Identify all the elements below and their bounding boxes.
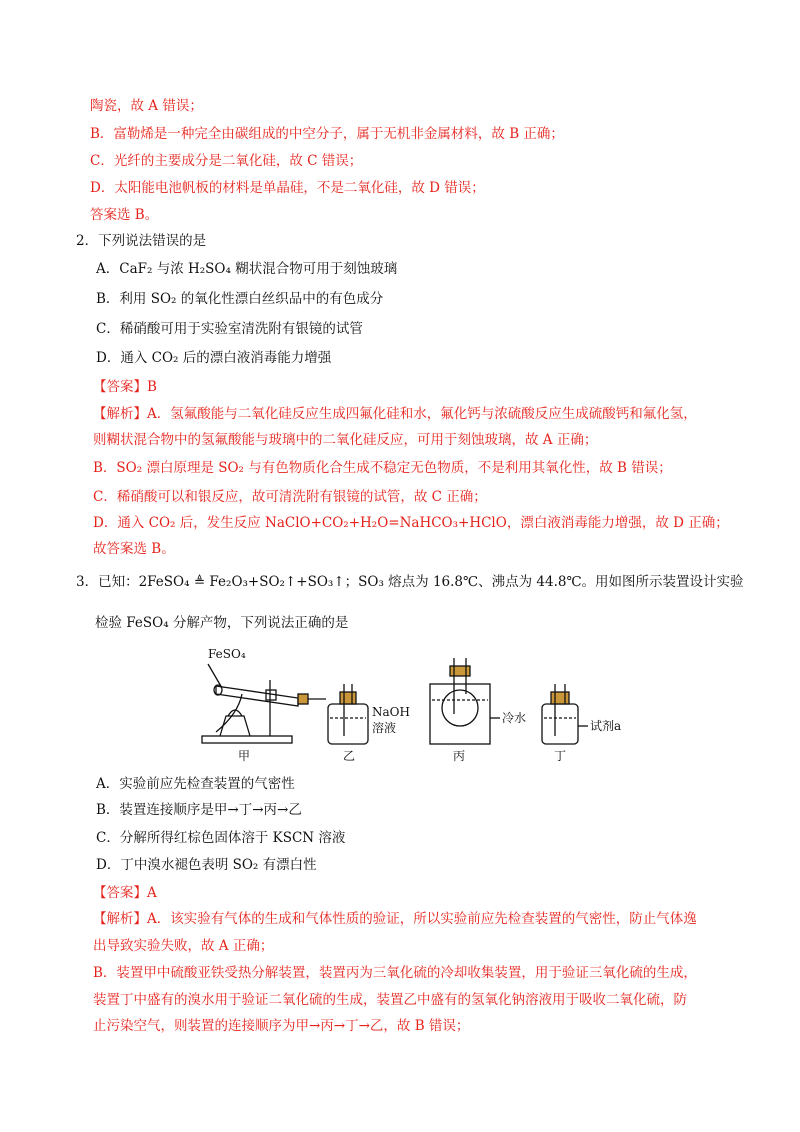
apparatus-diagram xyxy=(198,644,638,762)
label-cold-water: 冷水 xyxy=(502,711,527,725)
explanation-line: B．装置甲中硫酸亚铁受热分解装置，装置丙为三氧化硫的冷却收集装置，用于验证三氧化硫的生成， xyxy=(93,965,697,981)
question-stem: 2．下列说法错误的是 xyxy=(76,233,207,249)
option-c: C．分解所得红棕色固体溶于 KSCN 溶液 xyxy=(96,830,346,846)
answer: 【答案】B xyxy=(93,379,157,395)
text-line: D．太阳能电池帆板的材料是单晶硅，不是二氧化硅，故 D 错误； xyxy=(90,180,485,196)
label-reagent-a: 试剂a xyxy=(590,719,622,733)
question-stem: 3．已知：2FeSO₄ ≜ Fe₂O₃+SO₂↑+SO₃↑；SO₃ 熔点为 16.8℃、沸点为 44.8℃。用如图所示装置设计实验 xyxy=(76,574,744,590)
option-b: B．利用 SO₂ 的氧化性漂白丝织品中的有色成分 xyxy=(96,291,384,307)
label-ding: 丁 xyxy=(554,749,567,762)
option-c: C．稀硝酸可用于实验室清洗附有银镜的试管 xyxy=(96,321,363,337)
option-d: D．通入 CO₂ 后的漂白液消毒能力增强 xyxy=(96,350,332,366)
option-a: A．CaF₂ 与浓 H₂SO₄ 糊状混合物可用于刻蚀玻璃 xyxy=(96,261,398,277)
answer: 【答案】A xyxy=(93,885,157,901)
label-bing: 丙 xyxy=(453,749,466,762)
text-line: C．光纤的主要成分是二氧化硅，故 C 错误； xyxy=(90,153,363,169)
text-line: 陶瓷，故 A 错误； xyxy=(90,98,203,114)
explanation-line: 止污染空气，则装置的连接顺序为甲→丙→丁→乙，故 B 错误； xyxy=(93,1018,470,1034)
text-line: 答案选 B。 xyxy=(90,207,159,223)
explanation-line: 故答案选 B。 xyxy=(93,541,175,557)
explanation-line: 【解析】A．氢氟酸能与二氧化硅反应生成四氟化硅和水，氟化钙与浓硫酸反应生成硫酸钙和氟化氢， xyxy=(93,406,697,422)
option-d: D．丁中溴水褪色表明 SO₂ 有漂白性 xyxy=(96,857,317,873)
explanation-line: B．SO₂ 漂白原理是 SO₂ 与有色物质化合生成不稳定无色物质，不是利用其氧化性，故 B 错误； xyxy=(93,460,672,476)
explanation-line: D．通入 CO₂ 后，发生反应 NaClO+CO₂+H₂O=NaHCO₃+HClO，漂白液消毒能力增强，故 D 正确； xyxy=(93,515,729,531)
option-b: B．装置连接顺序是甲→丁→丙→乙 xyxy=(96,802,302,818)
question-stem: 检验 FeSO₄ 分解产物，下列说法正确的是 xyxy=(95,615,349,631)
label-feso4: FeSO₄ xyxy=(208,647,246,661)
stand-base xyxy=(202,736,292,743)
explanation-line: C．稀硝酸可以和银反应，故可清洗附有银镜的试管，故 C 正确； xyxy=(93,489,487,505)
text-line: B．富勒烯是一种完全由碳组成的中空分子，属于无机非金属材料，故 B 正确； xyxy=(90,126,564,142)
explanation-line: 出导致实验失败，故 A 正确； xyxy=(93,938,274,954)
option-a: A．实验前应先检查装置的气密性 xyxy=(96,776,295,792)
explanation-line: 则糊状混合物中的氢氟酸能与玻璃中的二氧化硅反应，可用于刻蚀玻璃，故 A 正确； xyxy=(93,432,598,448)
explanation-line: 装置丁中盛有的溴水用于验证二氧化硫的生成，装置乙中盛有的氢氧化钠溶液用于吸收二氧化硫，防 xyxy=(93,992,687,1008)
label-solution: 溶液 xyxy=(372,721,397,735)
explanation-line: 【解析】A．该实验有气体的生成和气体性质的验证，所以实验前应先检查装置的气密性，防止气体逸 xyxy=(93,911,697,927)
label-jia: 甲 xyxy=(238,749,251,762)
label-yi: 乙 xyxy=(343,749,356,762)
label-naoh: NaOH xyxy=(372,705,410,719)
